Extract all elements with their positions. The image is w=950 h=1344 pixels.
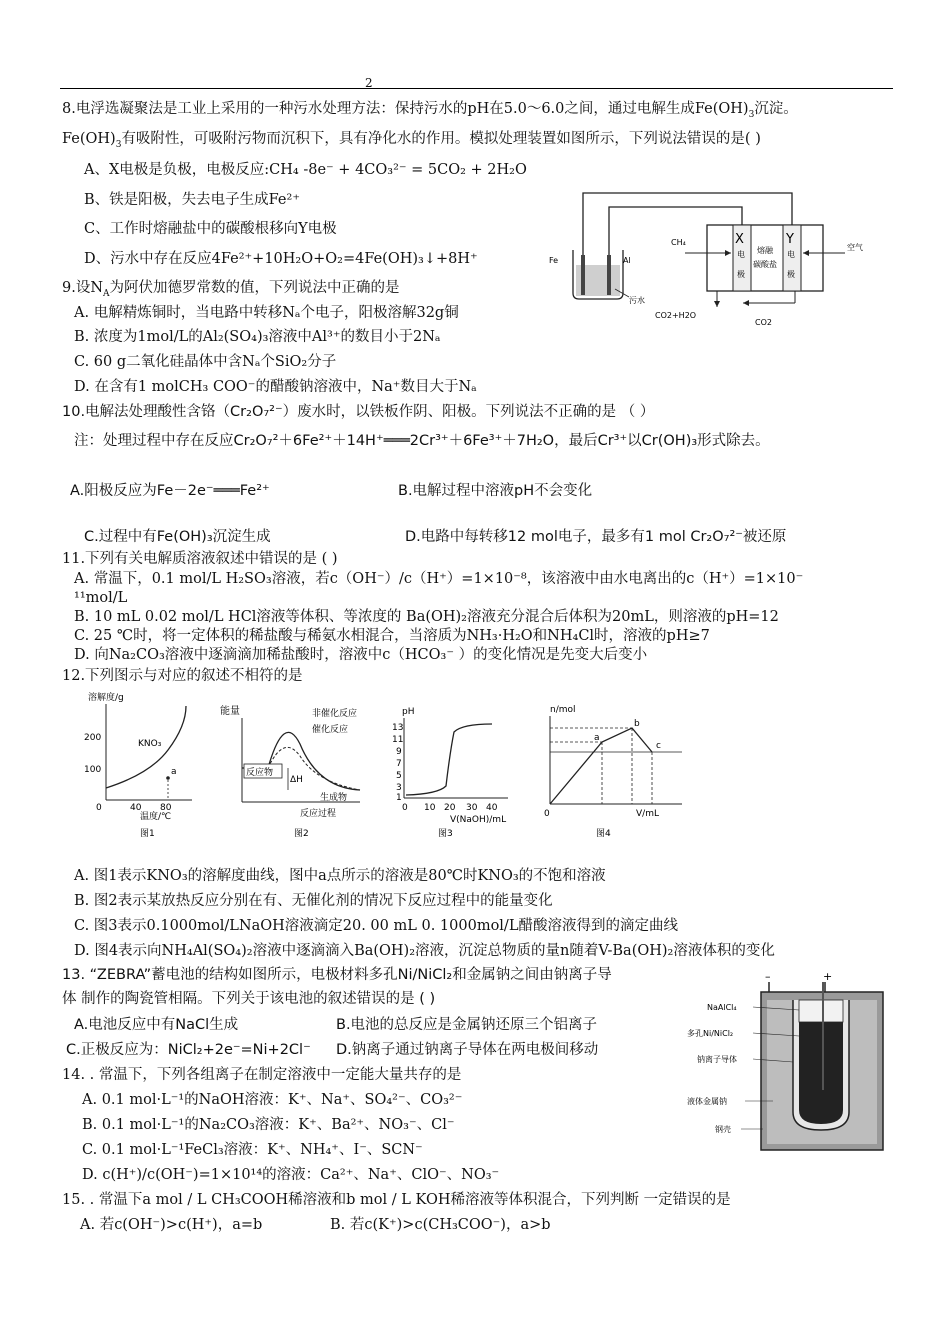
fig3-titration-curve (406, 724, 492, 795)
fig3-tick-1: 1 (396, 793, 402, 803)
fig4-ylabel: n/mol (550, 705, 576, 715)
fig4-point-c: c (656, 741, 661, 751)
q14-option-d: D. c(H⁺)/c(OH⁻)=1×10¹⁴的溶液：Ca²⁺、Na⁺、ClO⁻、NO₃⁻ (82, 1167, 500, 1183)
q8-apparatus-figure (545, 185, 880, 330)
q8-label-air: 空气 (847, 243, 863, 252)
q12-option-c: C. 图3表示0.1000mol/LNaOH溶液滴定20. 00 mL 0. 1000mol/L醋酸溶液得到的滴定曲线 (74, 918, 678, 934)
q8-option-d: D、污水中存在反应4Fe²⁺+10H₂O+O₂=4Fe(OH)₃↓+8H⁺ (84, 251, 478, 267)
q14-option-c: C. 0.1 mol·L⁻¹FeCl₃溶液：K⁺、NH₄⁺、I⁻、SCN⁻ (82, 1142, 423, 1158)
q12-option-a: A. 图1表示KNO₃的溶解度曲线，图中a点所示的溶液是80℃时KNO₃的不饱和溶液 (74, 868, 606, 884)
fig2-legend-catalyzed: 催化反应 (312, 725, 349, 735)
q8-label-x: X (735, 232, 744, 247)
fig2-product-label: 生成物 (320, 793, 348, 803)
q8-al-electrode (607, 255, 611, 295)
q8-label-y: Y (786, 232, 794, 247)
q11-stem: 11.下列有关电解质溶液叙述中错误的是 ( ) (62, 551, 338, 567)
q10-stem: 10.电解法处理酸性含铬（Cr₂O₇²⁻）废水时，以铁板作阴、阳极。下列说法不正确的是 （ ） (62, 404, 655, 420)
q8-label-x-ji: 极 (737, 270, 745, 279)
q13-stem-line2: 体 制作的陶瓷管相隔。下列关于该电池的叙述错误的是 ( ) (62, 991, 436, 1007)
q10-option-a: A.阳极反应为Fe－2e⁻═══Fe²⁺ (70, 483, 270, 499)
fig1-xlabel: 温度/℃ (140, 812, 172, 822)
q13-label-naalcl4: NaAlCl₄ (707, 1003, 737, 1012)
q14-stem: 14. . 常温下，下列各组离子在制定溶液中一定能大量共存的是 (62, 1067, 462, 1083)
q9-stem: 9.设$N_A$为阿伏加德罗常数的值，下列说法中正确的是 (62, 280, 400, 299)
q15-option-b: B. 若c(K⁺)>c(CH₃COO⁻)，a>b (330, 1217, 551, 1233)
q11-option-d: D. 向Na₂CO₃溶液中逐滴滴加稀盐酸时，溶液中c（HCO₃⁻ ）的变化情况是先变大后变小 (74, 647, 648, 663)
q12-figure-4 (540, 698, 690, 840)
fig2-ylabel: 能量 (220, 706, 240, 717)
q13-option-b: B.电池的总反应是金属钠还原三个铝离子 (336, 1017, 598, 1033)
fig4-tick-0: 0 (544, 809, 550, 819)
q8-stem-line1: 8.电浮选凝聚法是工业上采用的一种污水处理方法：保持污水的pH在5.0～6.0之间，通过电解生成$Fe(OH)_3$沉淀。 (62, 101, 798, 120)
q14-option-a: A. 0.1 mol·L⁻¹的NaOH溶液：K⁺、Na⁺、SO₄²⁻、CO₃²⁻ (82, 1092, 463, 1108)
header-rule (60, 88, 893, 89)
q8-label-x-dian: 电 (737, 250, 745, 259)
q8-label-y-dian: 电 (787, 250, 795, 259)
fig3-ylabel: pH (402, 707, 415, 717)
q13-naalcl4 (799, 1000, 843, 1022)
q8-label-wastewater: 污水 (629, 296, 645, 305)
fig3-tick-13: 13 (392, 723, 404, 733)
fig3-tick-x20: 20 (444, 803, 456, 813)
fig3-caption: 图3 (438, 829, 453, 839)
q12-figure-3 (380, 702, 530, 840)
q10-option-b: B.电解过程中溶液pH不会变化 (398, 483, 593, 499)
q13-label-sodium-ion-conductor: 钠离子导体 (697, 1055, 737, 1064)
q8-fe-electrode (581, 255, 585, 295)
q11-option-a-line2: ¹¹mol/L (74, 590, 128, 606)
q8-wire-inner (609, 207, 742, 255)
q13-ni-nicl2-electrode (799, 1022, 843, 1124)
q12-stem: 12.下列图示与对应的叙述不相符的是 (62, 668, 303, 684)
fig3-tick-3: 3 (396, 783, 402, 793)
q10-option-d: D.电路中每转移12 mol电子，最多有1 mol Cr₂O₇²⁻被还原 (405, 529, 787, 545)
fig4-xlabel: V/mL (636, 809, 659, 819)
q14-option-b: B. 0.1 mol·L⁻¹的Na₂CO₃溶液：K⁺、Ba²⁺、NO₃⁻、Cl⁻ (82, 1117, 455, 1133)
q12-option-d: D. 图4表示向NH₄Al(SO₄)₂溶液中逐滴滴入Ba(OH)₂溶液，沉淀总物质的量n随着V-Ba(OH)₂溶液体积的变化 (74, 943, 775, 959)
q8-label-y-ji: 极 (787, 270, 795, 279)
q13-zebra-battery-figure (675, 970, 890, 1162)
fig3-tick-11: 11 (392, 735, 404, 745)
q13-stem-line1: 13. “ZEBRA”蓄电池的结构如图所示，电极材料多孔Ni/NiCl₂和金属钠之间由钠离子导 (62, 967, 612, 983)
fig1-caption: 图1 (140, 829, 155, 838)
fig1-tick-200: 200 (84, 733, 102, 743)
q13-option-d: D.钠离子通过钠离子导体在两电极间移动 (336, 1042, 599, 1058)
q13-minus-terminal: – (765, 970, 771, 983)
q12-figure-1 (80, 688, 210, 838)
q9-option-b: B. 浓度为1mol/L的Al₂(SO₄)₃溶液中Al³⁺的数目小于2Nₐ (74, 329, 441, 345)
fig2-reactant-label: 反应物 (246, 768, 274, 778)
fig1-point-a-label: a (171, 767, 177, 777)
fig4-caption: 图4 (596, 829, 611, 839)
q15-option-a: A. 若c(OH⁻)>c(H⁺)，a=b (80, 1217, 263, 1233)
q9-option-a: A. 电解精炼铜时，当电路中转移Nₐ个电子，阳极溶解32g铜 (74, 305, 459, 321)
fig2-xlabel: 反应过程 (300, 809, 337, 819)
page-number: 2 (365, 76, 373, 90)
q9-option-d: D. 在含有1 molCH₃ COO⁻的醋酸钠溶液中，Na⁺数目大于Nₐ (74, 379, 477, 395)
fig1-point-a (166, 776, 170, 780)
fig4-point-b: b (634, 719, 640, 729)
q13-label-steel-shell: 钢壳 (715, 1125, 731, 1134)
q9-option-c: C. 60 g二氧化硅晶体中含Nₐ个SiO₂分子 (74, 354, 337, 370)
q8-fuel-cell (707, 225, 823, 291)
q8-label-ch4: CH₄ (671, 238, 686, 247)
q8-label-melt2: 碳酸盐 (753, 260, 777, 269)
q8-label-co2: CO2 (755, 318, 772, 327)
q8-option-c: C、工作时熔融盐中的碳酸根移向Y电极 (84, 221, 337, 237)
fig3-tick-7: 7 (396, 759, 402, 769)
q12-option-b: B. 图2表示某放热反应分别在有、无催化剂的情况下反应过程中的能量变化 (74, 893, 553, 909)
q8-option-a: A、X电极是负极，电极反应:CH₄ -8e⁻ + 4CO₃²⁻ = 5CO₂ + 2H₂O (84, 162, 527, 178)
q8-label-fe: Fe (549, 256, 559, 265)
q12-figure-2 (220, 698, 370, 840)
fig2-legend-uncatalyzed: 非催化反应 (312, 709, 358, 719)
fig2-dh-label: ΔH (290, 775, 303, 785)
fig1-ylabel: 溶解度/g (88, 693, 124, 703)
fig1-tick-100: 100 (84, 765, 102, 775)
q8-label-melt1: 熔融 (757, 246, 773, 255)
q8-label-al: Al (623, 256, 631, 265)
q10-option-c: C.过程中有Fe(OH)₃沉淀生成 (84, 529, 271, 545)
q11-option-c: C. 25 ℃时，将一定体积的稀盐酸与稀氨水相混合，当溶质为NH₃·H₂O和NH₄Cl时，溶液的pH≥7 (74, 628, 710, 644)
fig1-tick-40: 40 (130, 803, 142, 813)
fig3-tick-0: 0 (402, 803, 408, 813)
fig1-tick-0: 0 (96, 803, 102, 813)
fig2-caption: 图2 (294, 829, 309, 839)
fig4-n-curve (550, 728, 652, 804)
q11-option-b: B. 10 mL 0.02 mol/L HCl溶液等体积、等浓度的 Ba(OH)₂溶液充分混合后体积为20mL，则溶液的pH=12 (74, 609, 779, 625)
q15-stem: 15. . 常温下a mol / L CH₃COOH稀溶液和b mol / L KOH稀溶液等体积混合，下列判断 一定错误的是 (62, 1192, 731, 1208)
q8-label-co2h2o: CO2+H2O (655, 311, 697, 320)
fig1-tick-80: 80 (160, 803, 172, 813)
fig3-tick-x30: 30 (466, 803, 478, 813)
q13-label-ni-nicl2: 多孔Ni/NiCl₂ (687, 1029, 734, 1038)
fig1-curve-label: KNO₃ (138, 739, 162, 749)
fig3-tick-5: 5 (396, 771, 402, 781)
q8-stem-line2: $Fe(OH)_3$有吸附性，可吸附污物而沉积下，具有净化水的作用。模拟处理装置如图所示，下列说法错误的是( ) (62, 131, 761, 150)
fig3-tick-x40: 40 (486, 803, 498, 813)
fig4-point-a: a (594, 733, 600, 743)
fig3-tick-9: 9 (396, 747, 402, 757)
q8-option-b: B、铁是阳极，失去电子生成Fe²⁺ (84, 192, 300, 208)
q13-plus-terminal: + (823, 970, 833, 983)
q10-note: 注：处理过程中存在反应Cr₂O₇²＋6Fe²⁺＋14H⁺═══2Cr³⁺＋6Fe³⁺＋7H₂O，最后Cr³⁺以Cr(OH)₃形式除去。 (74, 433, 770, 449)
fig3-tick-x10: 10 (424, 803, 436, 813)
q13-option-a: A.电池反应中有NaCl生成 (74, 1017, 239, 1033)
fig3-xlabel: V(NaOH)/mL (450, 815, 507, 825)
q13-option-c: C.正极反应为：NiCl₂+2e⁻=Ni+2Cl⁻ (66, 1042, 311, 1058)
q13-label-liquid-sodium: 液体金属钠 (687, 1097, 727, 1106)
q11-option-a-line1: A. 常温下，0.1 mol/L H₂SO₃溶液，若c（OH⁻）/c（H⁺）=1×10⁻⁸，该溶液中由水电离出的c（H⁺）=1×10⁻ (74, 571, 804, 587)
